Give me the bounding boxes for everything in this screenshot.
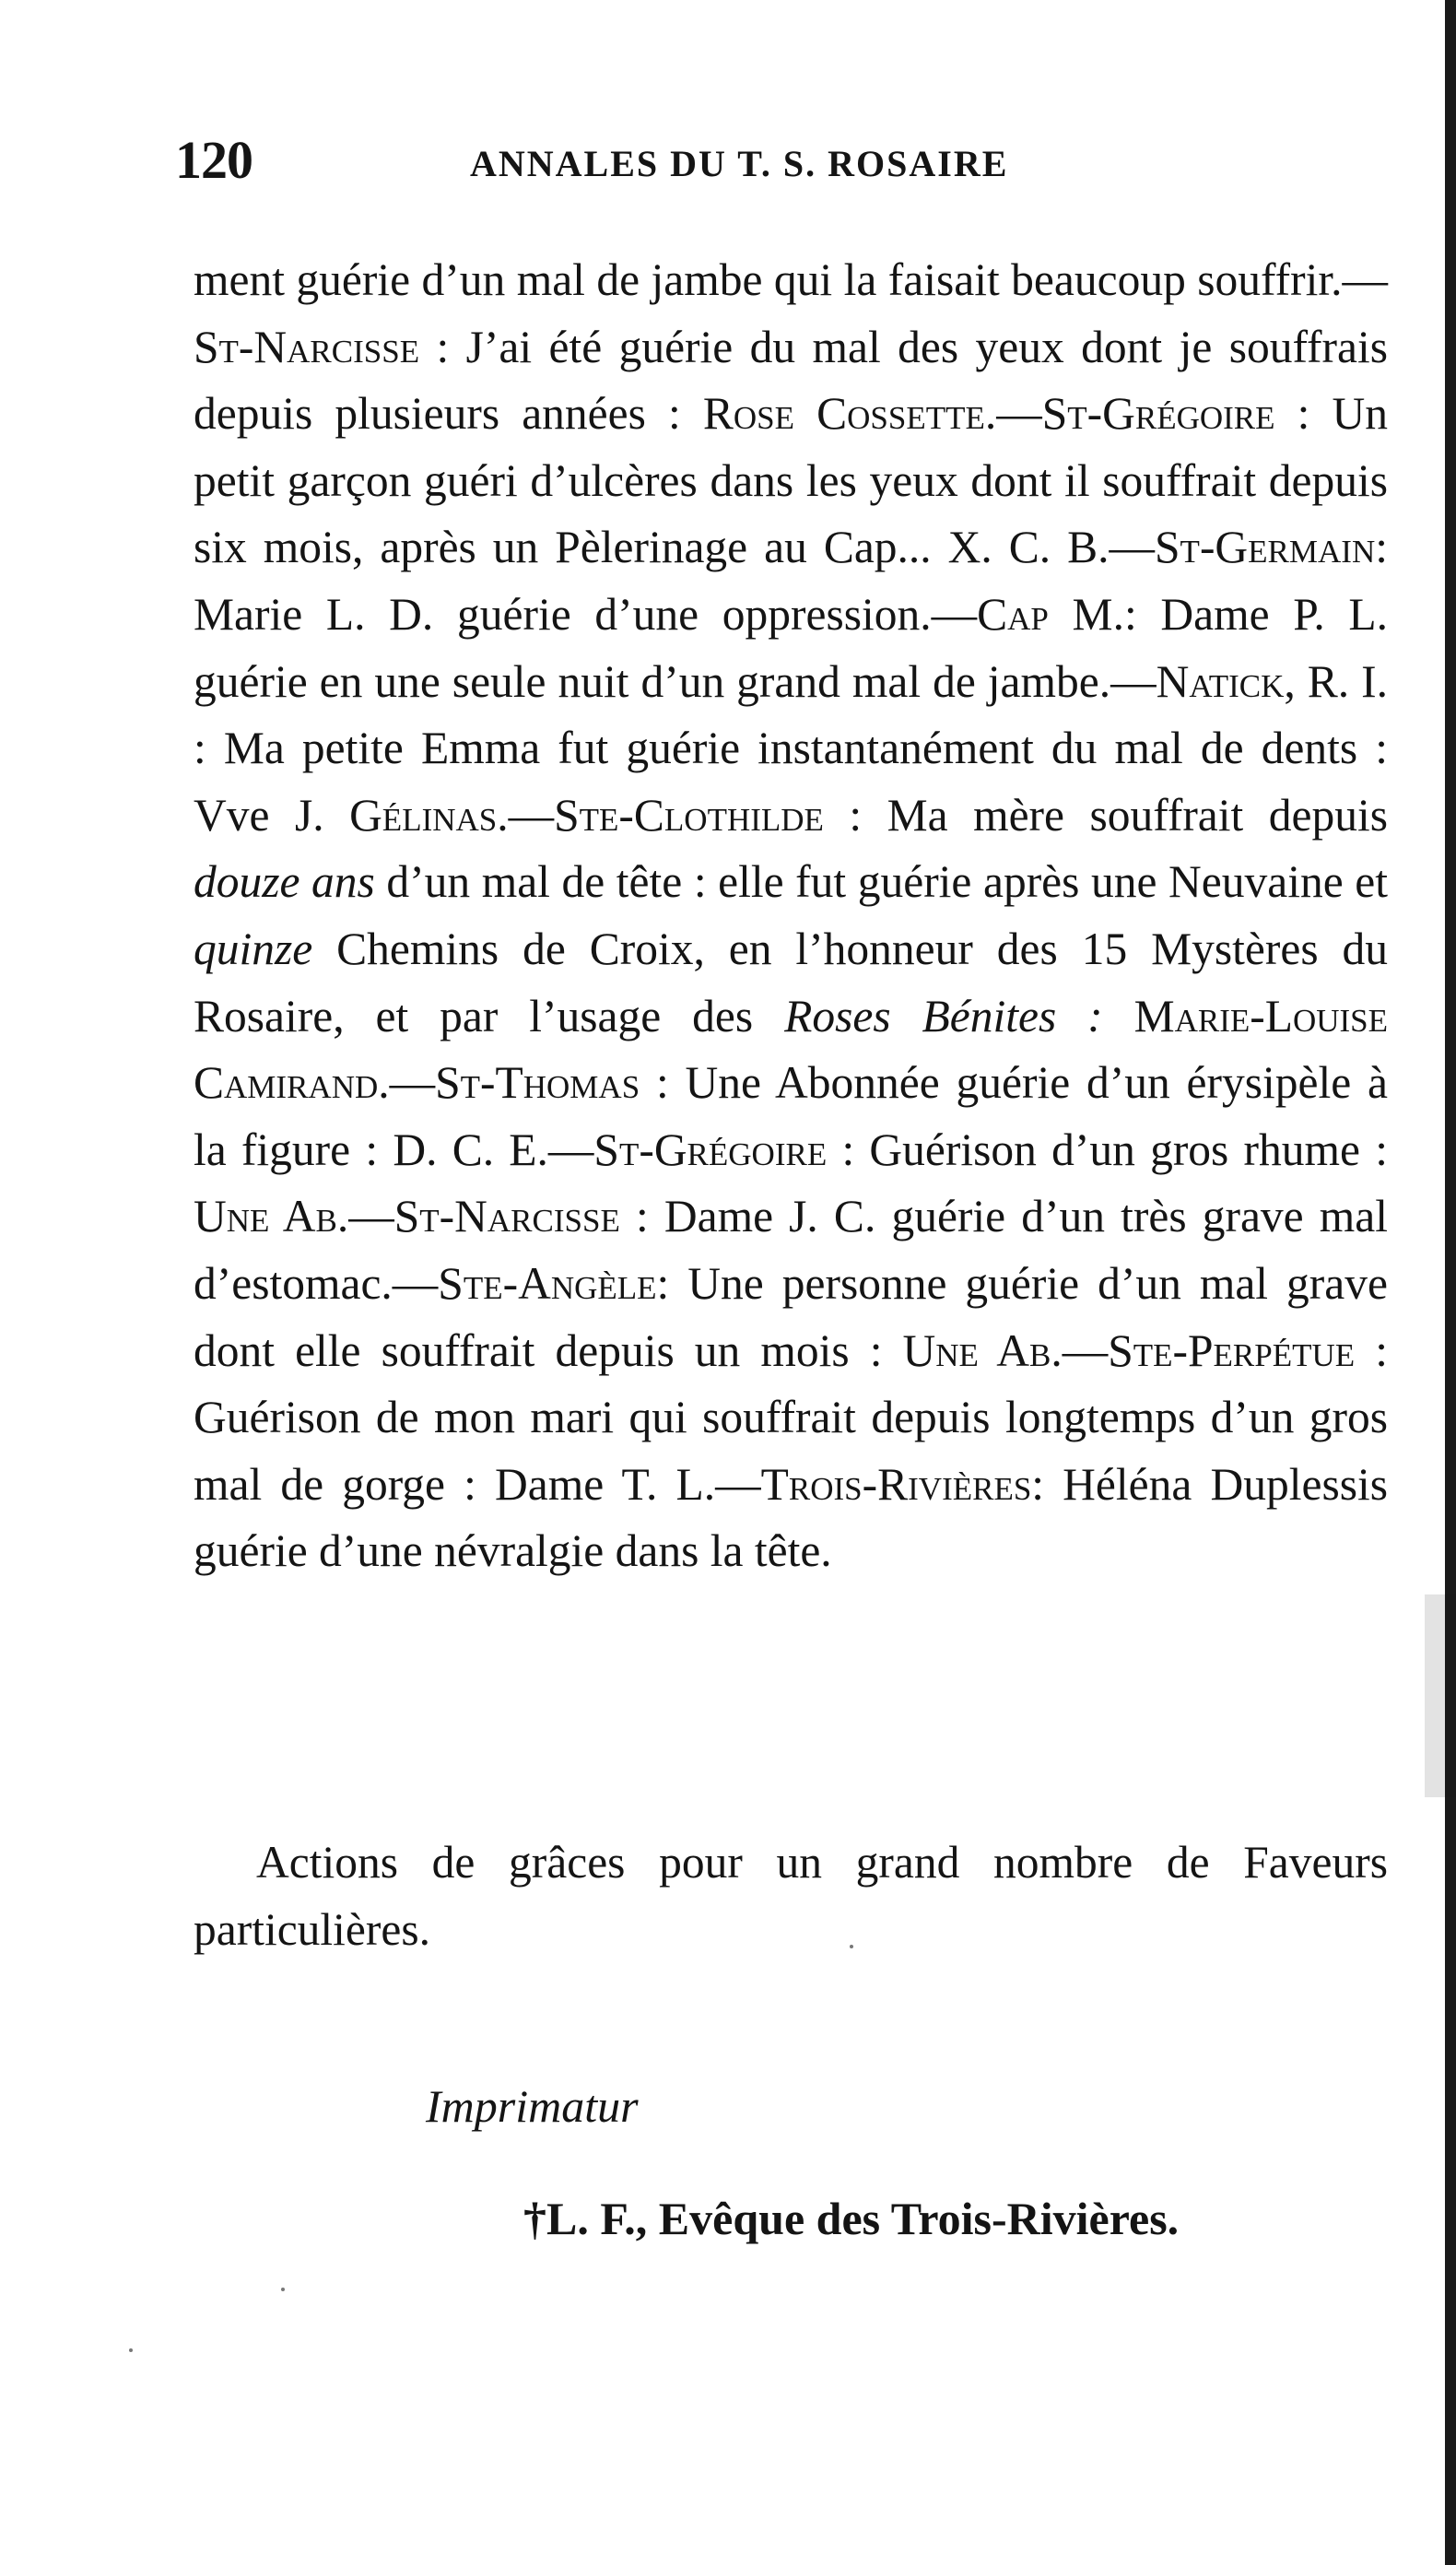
place-name: St-Narcisse	[194, 321, 420, 372]
body-text-run: : Une Abonnée guérie d’un érysipèle à la figure : D. C. E.—	[194, 1057, 1388, 1175]
body-text-run: : Guérison d’un gros rhume :	[827, 1124, 1388, 1175]
place-name: St-Germain	[1155, 522, 1376, 573]
place-name: Cap M.	[977, 588, 1124, 640]
body-text-run: , R. I. : Ma petite Emma fut guérie instantanément du mal de dents : Vve J.	[194, 655, 1389, 841]
page-number: 120	[175, 130, 252, 190]
bishop-signature: †L. F., Evêque des Trois-Rivières.	[523, 2193, 1180, 2244]
body-text-run: Chemins de Croix, en l’honneur des 15 Mystères du Rosaire, et par l’usage des	[194, 923, 1388, 1041]
body-text-run: : J’ai été guérie du mal des yeux dont je souffrais depuis plusieurs années :	[194, 321, 1388, 440]
place-name: St-Grégoire	[593, 1124, 828, 1175]
body-text-run: : Un petit garçon guéri d’ulcères dans les yeux dont il souffrait depuis six mois, après un Pèlerinage au Cap... X. C. B.—	[194, 388, 1389, 573]
person-name: Gélinas	[349, 789, 498, 841]
person-name: Marie-Louise Camirand	[194, 990, 1389, 1109]
ink-speck	[281, 2288, 285, 2291]
italic-text: Roses Bénites :	[784, 990, 1103, 1041]
body-text-run: —	[348, 1191, 394, 1242]
body-text-run: ment guérie d’un mal de jambe qui la faisait beaucoup souffrir.—	[194, 254, 1388, 305]
body-text-run: : Ma mère souffrait depuis	[823, 789, 1388, 841]
page-edge-shadow	[1445, 0, 1456, 2565]
body-text-run: .—	[378, 1057, 436, 1109]
place-name: Ste-Perpétue	[1108, 1324, 1356, 1376]
body-text-run: .—	[497, 789, 555, 841]
actions-paragraph: Actions de grâces pour un grand nombre de Faveurs particulières.	[194, 1837, 1388, 1955]
person-name: Rose Cossette	[702, 388, 985, 440]
body-text-run: d’un mal de tête : elle fut guérie après une Neuvaine et	[374, 856, 1388, 908]
person-name: Une Ab.	[194, 1191, 349, 1242]
place-name: St-Narcisse	[393, 1191, 620, 1242]
body-text-run: .—	[984, 388, 1042, 440]
person-name: Une Ab.	[902, 1324, 1063, 1376]
place-name: Trois-Rivières	[760, 1458, 1032, 1510]
body-text-run: : Héléna Duplessis guérie d’une névralgie dans la tête.	[194, 1458, 1388, 1577]
place-name: Natick	[1156, 655, 1285, 707]
place-name: St-Thomas	[435, 1057, 640, 1109]
ink-speck	[129, 2348, 133, 2352]
body-text-run	[1103, 991, 1134, 1041]
body-paragraph	[194, 247, 1388, 1585]
italic-text: douze ans	[194, 856, 375, 908]
body-text-run: : Dame J. C. guérie d’un très grave mal d’estomac.—	[194, 1191, 1388, 1309]
ink-speck	[850, 1945, 853, 1948]
place-name: St-Grégoire	[1041, 388, 1275, 440]
body-text-run: : Guérison de mon mari qui souffrait depuis longtemps d’un gros mal de gorge : Dame T. L.—	[194, 1324, 1388, 1510]
place-name: Ste-Clothilde	[554, 789, 824, 841]
page-edge-blot	[1425, 1594, 1456, 1797]
body-text-run: —	[1062, 1324, 1109, 1376]
body-text-run: : Une personne guérie d’un mal grave dont elle souffrait depuis un mois :	[194, 1257, 1388, 1376]
running-title: ANNALES DU T. S. ROSAIRE	[470, 143, 1009, 184]
italic-text: quinze	[194, 923, 313, 974]
body-text-run: : Marie L. D. guérie d’une oppression.—	[194, 522, 1388, 640]
body-text-run: : Dame P. L. guérie en une seule nuit d’un grand mal de jambe.—	[194, 588, 1388, 707]
imprimatur-label: Imprimatur	[426, 2080, 639, 2132]
page-header	[175, 129, 1401, 203]
place-name: Ste-Angèle	[438, 1257, 657, 1309]
